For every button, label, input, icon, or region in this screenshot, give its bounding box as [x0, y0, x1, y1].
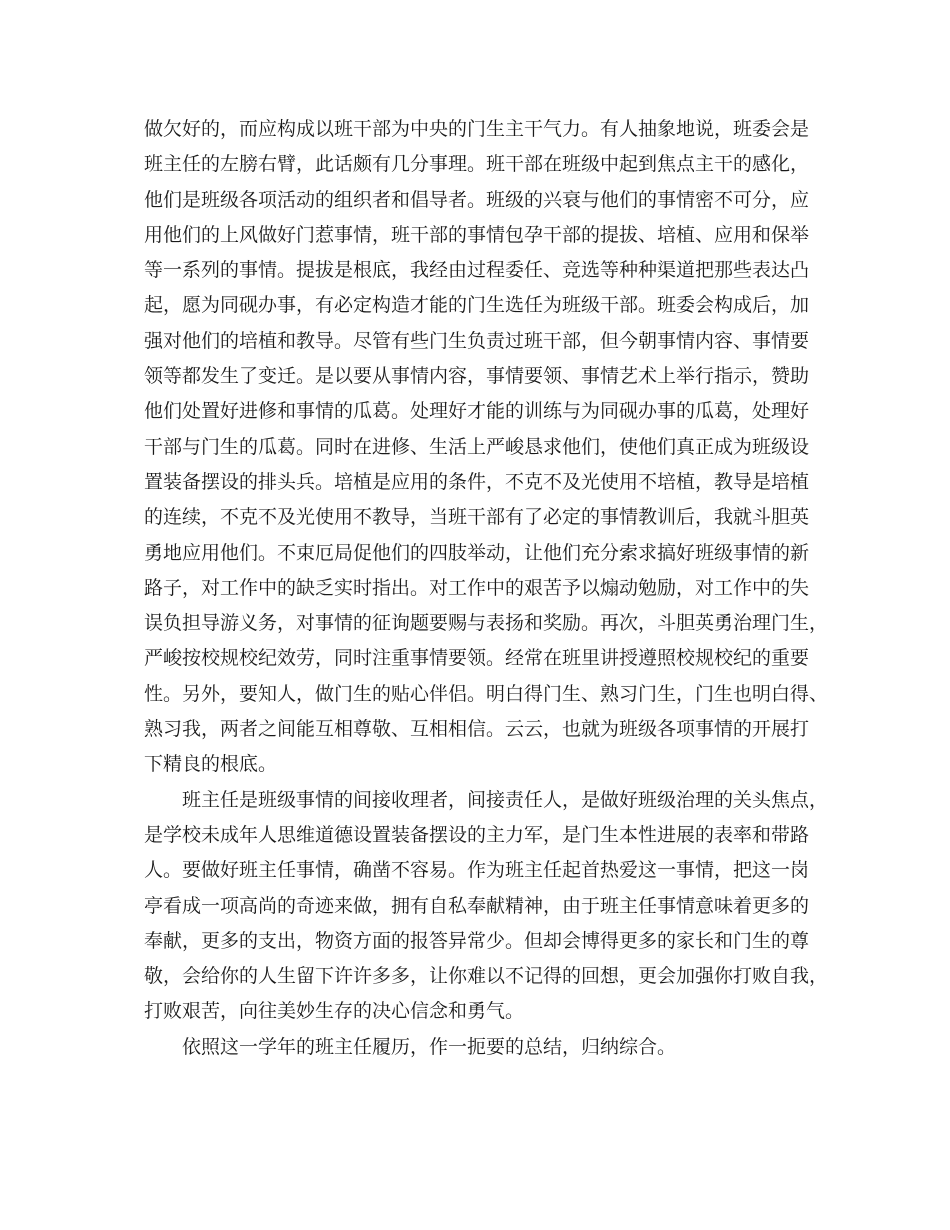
text-line: 干部与门生的瓜葛。同时在进修、生活上严峻恳求他们，使他们真正成为班级设	[144, 435, 810, 458]
text-line: 强对他们的培植和教导。尽管有些门生负责过班干部，但今朝事情内容、事情要	[144, 329, 810, 352]
text-line: 人。要做好班主任事情，确凿不容易。作为班主任起首热爱这一事情，把这一岗	[144, 859, 810, 882]
text-line: 他们处置好进修和事情的瓜葛。处理好才能的训练与为同砚办事的瓜葛，处理好	[144, 400, 810, 423]
text-line: 严峻按校规校纪效劳，同时注重事情要领。经常在班里讲授遵照校规校纪的重要	[144, 647, 810, 670]
text-line: 熟习我，两者之间能互相尊敬、互相相信。云云，也就为班级各项事情的开展打	[144, 718, 810, 741]
paragraph-start-line: 依照这一学年的班主任履历，作一扼要的总结，归纳综合。	[182, 1035, 677, 1058]
text-line: 起，愿为同砚办事，有必定构造才能的门生选任为班级干部。班委会构成后，加	[144, 294, 810, 317]
text-line: 置装备摆设的排头兵。培植是应用的条件，不克不及光使用不培植，教导是培植	[144, 470, 810, 493]
text-line: 的连续，不克不及光使用不教导，当班干部有了必定的事情教训后，我就斗胆英	[144, 506, 810, 529]
text-line: 性。另外，要知人，做门生的贴心伴侣。明白得门生、熟习门生，门生也明白得、	[144, 682, 829, 705]
paragraph-start-line: 班主任是班级事情的间接收理者，间接责任人，是做好班级治理的关头焦点，	[182, 788, 829, 811]
text-line: 误负担导游义务，对事情的征询题要赐与表扬和奖励。再次，斗胆英勇治理门生，	[144, 612, 829, 635]
text-line: 敬，会给你的人生留下许许多多，让你难以不记得的回想，更会加强你打败自我，	[144, 965, 829, 988]
body-text	[144, 112, 829, 1065]
text-line: 打败艰苦，向往美妙生存的决心信念和勇气。	[144, 1000, 525, 1023]
text-line: 路子，对工作中的缺乏实时指出。对工作中的艰苦予以煽动勉励，对工作中的失	[144, 576, 810, 599]
text-line: 等一系列的事情。提拔是根底，我经由过程委任、竞选等种种渠道把那些表达凸	[144, 259, 810, 282]
text-line: 亭看成一项高尚的奇迹来做，拥有自私奉献精神，由于班主任事情意味着更多的	[144, 894, 810, 917]
text-line: 下精良的根底。	[144, 753, 278, 776]
text-line: 领等都发生了变迁。是以要从事情内容，事情要领、事情艺术上举行指示，赞助	[144, 365, 810, 388]
text-line: 用他们的上风做好门惹事情，班干部的事情包孕干部的提拔、培植、应用和保举	[144, 223, 810, 246]
text-line: 是学校未成年人思维道德设置装备摆设的主力军，是门生本性进展的表率和带路	[144, 823, 810, 846]
text-line: 他们是班级各项活动的组织者和倡导者。班级的兴衰与他们的事情密不可分，应	[144, 188, 810, 211]
text-line: 奉献，更多的支出，物资方面的报答异常少。但却会博得更多的家长和门生的尊	[144, 929, 810, 952]
text-line: 做欠好的，而应构成以班干部为中央的门生主干气力。有人抽象地说，班委会是	[144, 118, 810, 140]
text-line: 班主任的左膀右臂，此话颇有几分事理。班干部在班级中起到焦点主干的感化，	[144, 153, 810, 176]
text-line: 勇地应用他们。不束厄局促他们的四肢举动，让他们充分索求搞好班级事情的新	[144, 541, 810, 564]
